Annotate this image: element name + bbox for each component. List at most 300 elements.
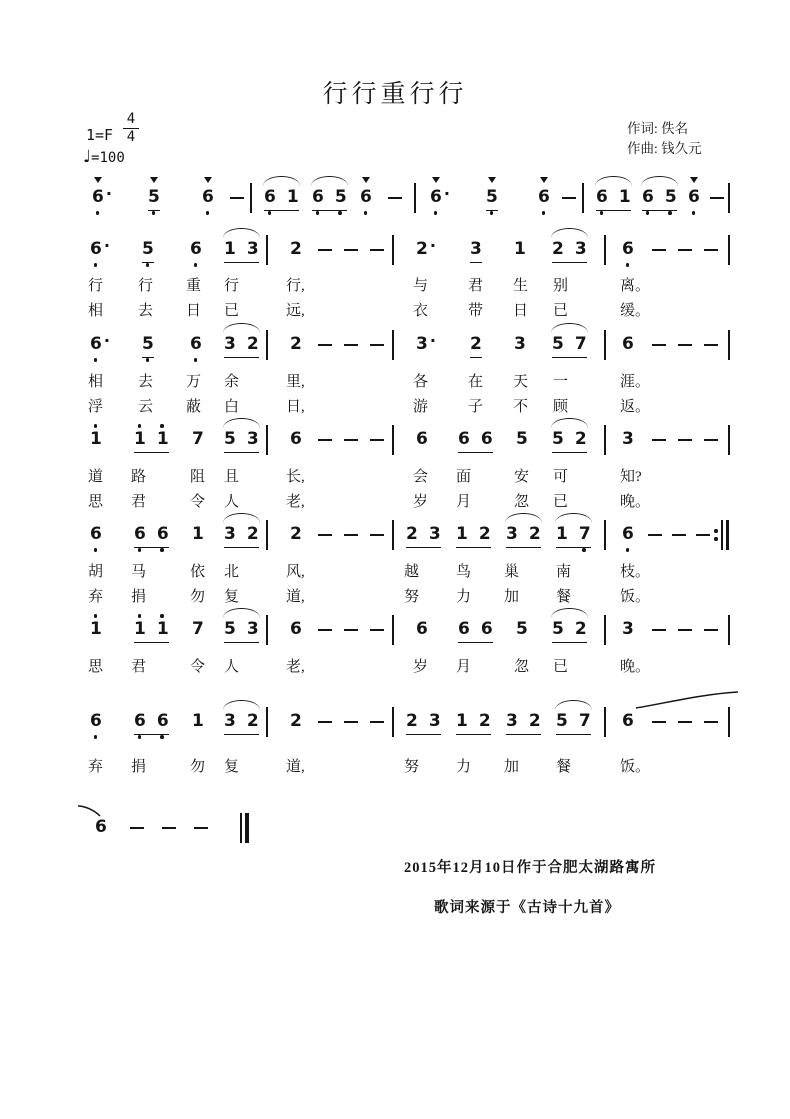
note-digit: 6 — [90, 711, 102, 731]
song-title: 行行重行行 — [322, 81, 468, 108]
note-group — [470, 335, 482, 358]
octave-dot-low — [490, 211, 494, 215]
note-group — [506, 525, 541, 548]
note-digit: 3 — [246, 619, 259, 639]
note-group — [458, 430, 493, 453]
note — [90, 525, 102, 543]
duration-dash — [370, 721, 384, 723]
note-group — [622, 620, 634, 640]
note-group — [552, 335, 587, 358]
slur-arc — [551, 323, 588, 333]
octave-dot-high — [94, 424, 98, 428]
note-digit: 6 — [202, 187, 214, 207]
note-digit: 6 — [190, 334, 202, 354]
note-group — [290, 712, 302, 732]
accent-mark-icon — [362, 177, 370, 183]
duration-dash — [230, 197, 244, 199]
note-digit: 1 — [224, 239, 236, 259]
lyric-syllable: 南 — [556, 564, 572, 580]
note — [552, 430, 564, 448]
note — [456, 712, 468, 730]
lyric-syllable: 思 — [88, 494, 104, 510]
lyric-syllable: 老, — [286, 659, 305, 675]
note-group — [516, 430, 528, 450]
note — [596, 188, 608, 206]
note — [622, 430, 634, 448]
note — [406, 525, 418, 543]
note — [287, 188, 299, 206]
note — [90, 620, 102, 638]
slur-arc — [641, 176, 678, 186]
lyric-syllable: 捐 — [131, 759, 147, 775]
note-digit: 1 — [192, 524, 204, 544]
lyric-syllable: 子 — [468, 399, 484, 415]
octave-dot-low — [94, 358, 98, 362]
note-digit: 1 — [456, 524, 468, 544]
barline — [728, 235, 730, 265]
note-group — [224, 335, 259, 358]
note — [157, 430, 169, 448]
note — [575, 620, 587, 638]
rhythm-dot: · — [103, 331, 110, 350]
note-group — [192, 620, 204, 640]
note — [247, 620, 259, 638]
note-group — [506, 712, 541, 735]
note — [529, 525, 541, 543]
duration-dash — [704, 439, 718, 441]
note-group — [556, 712, 591, 735]
duration-dash — [162, 827, 176, 829]
note-digit: 3 — [506, 524, 518, 544]
lyric-syllable: 白 — [224, 399, 240, 415]
lyric-syllable: 相 — [88, 303, 104, 319]
rhythm-dot: · — [429, 236, 436, 255]
note-digit: 3 — [428, 711, 441, 731]
duration-dash — [318, 249, 332, 251]
note-digit: 1 — [90, 429, 102, 449]
note-group — [538, 188, 550, 208]
note-digit: 1 — [134, 619, 146, 639]
repeat-dot — [714, 529, 718, 533]
duration-dash — [704, 721, 718, 723]
note — [224, 240, 236, 258]
lyric-syllable: 游 — [413, 399, 429, 415]
note-group — [642, 188, 677, 211]
note — [224, 430, 236, 448]
duration-dash — [370, 344, 384, 346]
duration-dash — [318, 439, 332, 441]
lyric-syllable: 天 — [513, 374, 529, 390]
lyric-syllable: 涯。 — [620, 374, 651, 390]
note — [157, 525, 169, 543]
lyric-syllable: 岁 — [413, 659, 429, 675]
octave-dot-low — [542, 211, 546, 215]
repeat-end-barline — [714, 520, 730, 550]
barline — [392, 520, 394, 550]
note-digit: 2 — [246, 334, 259, 354]
barline — [728, 615, 730, 645]
note-digit: 7 — [192, 619, 204, 639]
note-digit: 6 — [190, 239, 202, 259]
note-group — [312, 188, 347, 211]
note-group — [90, 620, 102, 640]
note-digit: 5 — [224, 619, 236, 639]
note — [202, 188, 214, 206]
lyric-syllable: 令 — [190, 494, 206, 510]
lyric-syllable: 生 — [513, 278, 529, 294]
note-digit: 6 — [134, 711, 146, 731]
note-digit: 1 — [134, 429, 146, 449]
note — [290, 525, 302, 543]
duration-dash — [678, 249, 692, 251]
note-digit: 5 — [334, 187, 347, 207]
lyric-syllable: 重 — [186, 278, 202, 294]
note — [148, 188, 160, 206]
lyric-syllable: 加 — [504, 759, 520, 775]
lyric-syllable: 去 — [138, 374, 154, 390]
note — [506, 712, 518, 730]
slur-arc — [595, 176, 632, 186]
thin-barline — [240, 813, 242, 843]
note-group — [224, 240, 259, 263]
lyric-syllable: 复 — [224, 589, 240, 605]
note-digit: 3 — [224, 711, 236, 731]
octave-dot-low — [626, 548, 630, 552]
note-digit: 3 — [574, 239, 587, 259]
note — [556, 525, 568, 543]
slur-arc — [505, 513, 542, 523]
barline — [266, 330, 268, 360]
time-signature — [123, 112, 139, 145]
note-digit: 5 — [552, 429, 564, 449]
note — [92, 184, 112, 207]
note — [290, 335, 302, 353]
note-digit: 2 — [246, 524, 259, 544]
note-digit: 2 — [470, 334, 482, 354]
note — [479, 712, 491, 730]
note-group — [622, 240, 634, 260]
final-barline — [240, 813, 250, 843]
note — [529, 712, 541, 730]
note-group — [192, 525, 204, 545]
lyric-syllable: 人 — [224, 659, 240, 675]
note — [247, 240, 259, 258]
note-group — [90, 712, 102, 732]
note — [192, 525, 204, 543]
note — [90, 236, 110, 259]
note-digit: 5 — [142, 334, 154, 354]
lyric-syllable: 依 — [190, 564, 206, 580]
note-group — [90, 331, 110, 355]
lyric-syllable: 人 — [224, 494, 240, 510]
accent-mark-icon — [690, 177, 698, 183]
duration-dash — [344, 249, 358, 251]
note — [575, 240, 587, 258]
note-group — [190, 335, 202, 355]
octave-dot-low — [94, 548, 98, 552]
lyric-syllable: 巢 — [504, 564, 520, 580]
note-digit: 5 — [664, 187, 677, 207]
note — [192, 712, 204, 730]
duration-dash — [344, 439, 358, 441]
note-group — [486, 188, 498, 211]
note-digit: 5 — [552, 334, 564, 354]
lyric-syllable: 加 — [504, 589, 520, 605]
lyric-syllable: 余 — [224, 374, 240, 390]
lyric-syllable: 令 — [190, 659, 206, 675]
note-group — [456, 525, 491, 548]
rhythm-dot: · — [103, 236, 110, 255]
note-group — [622, 712, 634, 732]
note — [290, 712, 302, 730]
note — [575, 430, 587, 448]
octave-dot-low — [94, 263, 98, 267]
lyric-syllable: 枝。 — [620, 564, 651, 580]
barline — [266, 235, 268, 265]
duration-dash — [562, 197, 576, 199]
note-group — [514, 240, 526, 260]
duration-dash — [318, 534, 332, 536]
accent-mark-icon — [94, 177, 102, 183]
note-group — [430, 184, 450, 208]
octave-dot-high — [94, 614, 98, 618]
duration-dash — [370, 439, 384, 441]
note-digit: 7 — [574, 334, 587, 354]
lyric-syllable: 君 — [131, 659, 147, 675]
note — [458, 430, 470, 448]
slur-arc — [223, 513, 260, 523]
note-group — [556, 525, 591, 548]
duration-dash — [344, 629, 358, 631]
note-digit: 7 — [192, 429, 204, 449]
tie-arc — [634, 690, 740, 710]
slur-arc — [311, 176, 348, 186]
octave-dot-low — [152, 211, 156, 215]
lyric-syllable: 已 — [553, 659, 569, 675]
note-digit: 6 — [458, 619, 470, 639]
note — [619, 188, 631, 206]
barline — [266, 615, 268, 645]
note-digit: 2 — [246, 711, 259, 731]
note — [486, 188, 498, 206]
lyric-syllable: 日, — [286, 399, 305, 415]
note-group — [552, 240, 587, 263]
barline — [604, 520, 606, 550]
note — [312, 188, 324, 206]
note — [579, 712, 591, 730]
note-digit: 2 — [528, 711, 541, 731]
accent-mark-icon — [432, 177, 440, 183]
note-digit: 6 — [95, 817, 107, 837]
note-group — [458, 620, 493, 643]
note-digit: 6 — [622, 711, 634, 731]
octave-dot-low — [364, 211, 368, 215]
note — [416, 236, 436, 259]
octave-dot-low — [94, 735, 98, 739]
note-group — [290, 335, 302, 355]
octave-dot-low — [668, 211, 672, 215]
note-digit: 6 — [622, 239, 634, 259]
duration-dash — [696, 534, 710, 536]
barline — [728, 330, 730, 360]
lyric-syllable: 风, — [286, 564, 305, 580]
lyric-syllable: 知? — [620, 469, 642, 485]
note-group — [514, 335, 526, 355]
lyric-syllable: 马 — [131, 564, 147, 580]
note — [552, 240, 564, 258]
note-digit: 6 — [538, 187, 550, 207]
lyric-syllable: 月 — [456, 659, 472, 675]
lyric-syllable: 力 — [456, 759, 472, 775]
octave-dot-low — [600, 211, 604, 215]
lyric-syllable: 与 — [413, 278, 429, 294]
note — [416, 331, 436, 354]
note-digit: 2 — [290, 711, 302, 731]
footer-note-1: 2015年12月10日作于合肥太湖路寓所 — [404, 860, 656, 876]
rhythm-dot: · — [443, 184, 450, 203]
lyric-syllable: 已 — [553, 494, 569, 510]
duration-dash — [648, 534, 662, 536]
barline — [414, 183, 416, 213]
note-digit: 6 — [622, 334, 634, 354]
key-signature: 1=F — [86, 126, 114, 144]
lyric-syllable: 努 — [404, 759, 420, 775]
slur-arc — [223, 608, 260, 618]
lyric-syllable: 月 — [456, 494, 472, 510]
lyric-syllable: 行, — [286, 278, 305, 294]
rhythm-dot: · — [429, 331, 436, 350]
repeat-dot — [714, 537, 718, 541]
note-digit: 6 — [642, 187, 654, 207]
duration-dash — [652, 629, 666, 631]
note-digit: 2 — [478, 524, 491, 544]
duration-dash — [710, 197, 724, 199]
note — [552, 335, 564, 353]
note-digit: 6 — [264, 187, 276, 207]
note — [360, 188, 372, 206]
note — [429, 525, 441, 543]
note-group — [92, 184, 112, 208]
accent-mark-icon — [150, 177, 158, 183]
lyric-syllable: 不 — [513, 399, 529, 415]
note — [416, 620, 428, 638]
lyric-syllable: 道 — [88, 469, 104, 485]
note-group — [406, 712, 441, 735]
slur-arc — [551, 608, 588, 618]
note — [224, 525, 236, 543]
tempo-marking — [83, 147, 125, 167]
duration-dash — [704, 629, 718, 631]
note — [481, 430, 493, 448]
lyric-syllable: 相 — [88, 374, 104, 390]
composer-credit: 作曲: 钱久元 — [627, 141, 702, 156]
note-digit: 5 — [148, 187, 160, 207]
note-group — [142, 240, 154, 263]
note — [514, 240, 526, 258]
octave-dot-high — [160, 424, 164, 428]
thin-barline — [721, 520, 723, 550]
note-group — [416, 236, 436, 260]
barline — [250, 183, 252, 213]
note-group — [552, 430, 587, 453]
note-group — [456, 712, 491, 735]
lyric-syllable: 力 — [456, 589, 472, 605]
lyric-syllable: 捐 — [131, 589, 147, 605]
note — [430, 184, 450, 207]
note-digit: 6 — [134, 524, 146, 544]
note-group — [516, 620, 528, 640]
note — [290, 430, 302, 448]
note-group — [290, 620, 302, 640]
note-digit: 3 — [224, 524, 236, 544]
note — [142, 335, 154, 353]
note — [429, 712, 441, 730]
lyric-syllable: 鸟 — [456, 564, 472, 580]
note-digit: 2 — [406, 524, 418, 544]
note-digit: 5 — [516, 429, 528, 449]
note — [552, 620, 564, 638]
note — [192, 430, 204, 448]
note-digit: 6 — [360, 187, 372, 207]
note — [506, 525, 518, 543]
note-digit: 3 — [506, 711, 518, 731]
note-digit: 2 — [574, 619, 587, 639]
octave-dot-high — [138, 424, 142, 428]
barline — [266, 707, 268, 737]
lyric-syllable: 可 — [553, 469, 569, 485]
rhythm-dot: · — [105, 184, 112, 203]
note — [247, 712, 259, 730]
octave-dot-low — [146, 358, 150, 362]
note-group — [552, 620, 587, 643]
time-signature-denominator: 4 — [126, 129, 136, 145]
lyric-syllable: 在 — [468, 374, 484, 390]
note-digit: 1 — [556, 524, 568, 544]
lyric-syllable: 道, — [286, 589, 305, 605]
lyric-syllable: 道, — [286, 759, 305, 775]
octave-dot-low — [434, 211, 438, 215]
lyric-syllable: 餐 — [556, 589, 572, 605]
note — [516, 430, 528, 448]
note — [247, 335, 259, 353]
note-group — [134, 712, 169, 735]
note-digit: 3 — [246, 239, 259, 259]
lyric-syllable: 离。 — [620, 278, 651, 294]
barline — [266, 520, 268, 550]
time-signature-numerator: 4 — [126, 111, 136, 127]
lyric-syllable: 已 — [553, 303, 569, 319]
note — [575, 335, 587, 353]
note — [134, 712, 146, 730]
note-digit: 5 — [556, 711, 568, 731]
octave-dot-low — [582, 548, 586, 552]
note — [479, 525, 491, 543]
lyric-syllable: 安 — [514, 469, 530, 485]
lyric-syllable: 云 — [138, 399, 154, 415]
note-group — [290, 240, 302, 260]
lyric-syllable: 勿 — [190, 759, 206, 775]
lyric-syllable: 忽 — [514, 494, 530, 510]
note-group — [360, 188, 372, 208]
octave-dot-low — [206, 211, 210, 215]
note-digit: 6 — [156, 711, 169, 731]
lyric-syllable: 胡 — [88, 564, 104, 580]
lyric-syllable: 各 — [413, 374, 429, 390]
lyric-syllable: 里, — [286, 374, 305, 390]
barline — [728, 425, 730, 455]
lyric-syllable: 越 — [404, 564, 420, 580]
note-group — [290, 525, 302, 545]
